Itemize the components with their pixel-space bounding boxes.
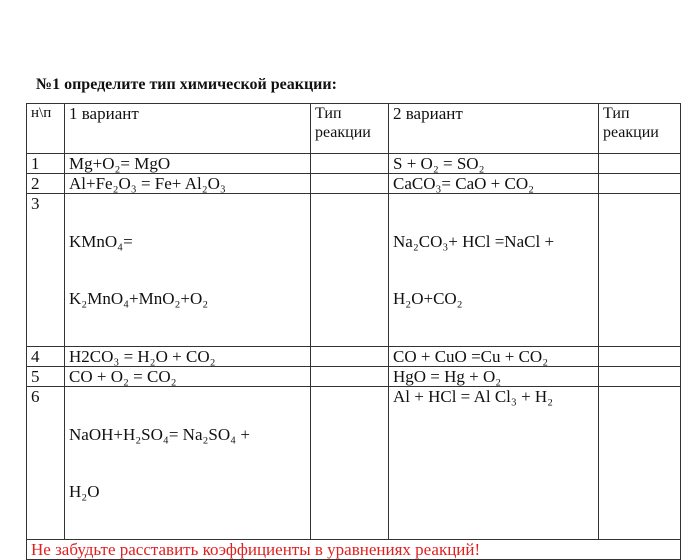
table-row [27,387,681,540]
equation-line: NaOH+H₂SO₄= Na₂SO₄ + [69,425,250,444]
equation-line: CaCO₃= CaO + CO₂ [393,174,535,193]
variant-2-type-cell[interactable] [599,194,681,347]
header-type-2 [599,104,681,154]
header-row [27,104,681,154]
equation-line: CO + CuO =Cu + CO₂ [393,347,549,366]
variant-2-equation [389,154,599,174]
equation-line: HgO = Hg + O₂ [393,367,502,386]
header-type-1-line2: реакции [315,124,371,141]
table-row [27,154,681,174]
variant-2-equation [389,174,599,194]
equation-line: Al+Fe₂O₃ = Fe+ Al₂O₃ [69,174,226,193]
row-number: 2 [27,174,65,194]
row-number: 1 [27,154,65,174]
variant-1-equation [65,367,311,387]
variant-2-type-cell[interactable] [599,154,681,174]
header-type-1-line1: Тип [315,105,342,122]
table-body [27,154,681,560]
table-row [27,347,681,367]
variant-2-equation [389,367,599,387]
variant-2-equation [389,347,599,367]
table-row [27,367,681,387]
variant-1-equation [65,174,311,194]
variant-2-type-cell[interactable] [599,387,681,540]
variant-1-equation [65,387,311,540]
equation-line: CO + O₂ = CO₂ [69,367,177,386]
table-row [27,174,681,194]
row-number: 5 [27,367,65,387]
row-number: 4 [27,347,65,367]
equation-line: K₂MnO₄+MnO₂+O₂ [69,289,209,308]
equation-line: H2CO₃ = H₂O + CO₂ [69,347,216,366]
note-row [27,540,681,560]
variant-1-type-cell[interactable] [311,154,389,174]
equation-line: H₂O [69,482,100,501]
equation-line: H₂O+CO₂ [393,289,463,308]
header-type-1 [311,104,389,154]
reminder-note: Не забудьте расставить коэффициенты в уравнениях реакций! [27,540,681,560]
header-variant-1: 1 вариант [65,104,311,154]
variant-1-equation [65,194,311,347]
row-number: 3 [27,194,65,347]
equation-line: KMnO₄= [69,232,133,251]
variant-2-equation [389,387,599,540]
variant-1-equation [65,154,311,174]
variant-2-type-cell[interactable] [599,367,681,387]
variant-1-equation [65,347,311,367]
variant-2-equation [389,194,599,347]
variant-1-type-cell[interactable] [311,387,389,540]
variant-1-type-cell[interactable] [311,367,389,387]
table-row [27,194,681,347]
header-type-2-line1: Тип [603,105,630,122]
reaction-table [26,103,681,560]
variant-2-type-cell[interactable] [599,174,681,194]
header-type-2-line2: реакции [603,124,659,141]
equation-line: S + O₂ = SO₂ [393,154,485,173]
equation-line: Na₂CO₃+ HCl =NaCl + [393,232,555,251]
equation-line: Al + HCl = Al Cl₃ + H₂ [393,387,554,406]
variant-1-type-cell[interactable] [311,174,389,194]
header-number: н\п [27,104,65,154]
variant-1-type-cell[interactable] [311,194,389,347]
row-number: 6 [27,387,65,540]
variant-2-type-cell[interactable] [599,347,681,367]
header-variant-2: 2 вариант [389,104,599,154]
task-heading: №1 определите тип химической реакции: [36,76,337,93]
variant-1-type-cell[interactable] [311,347,389,367]
equation-line: Mg+O₂= MgO [69,154,171,173]
